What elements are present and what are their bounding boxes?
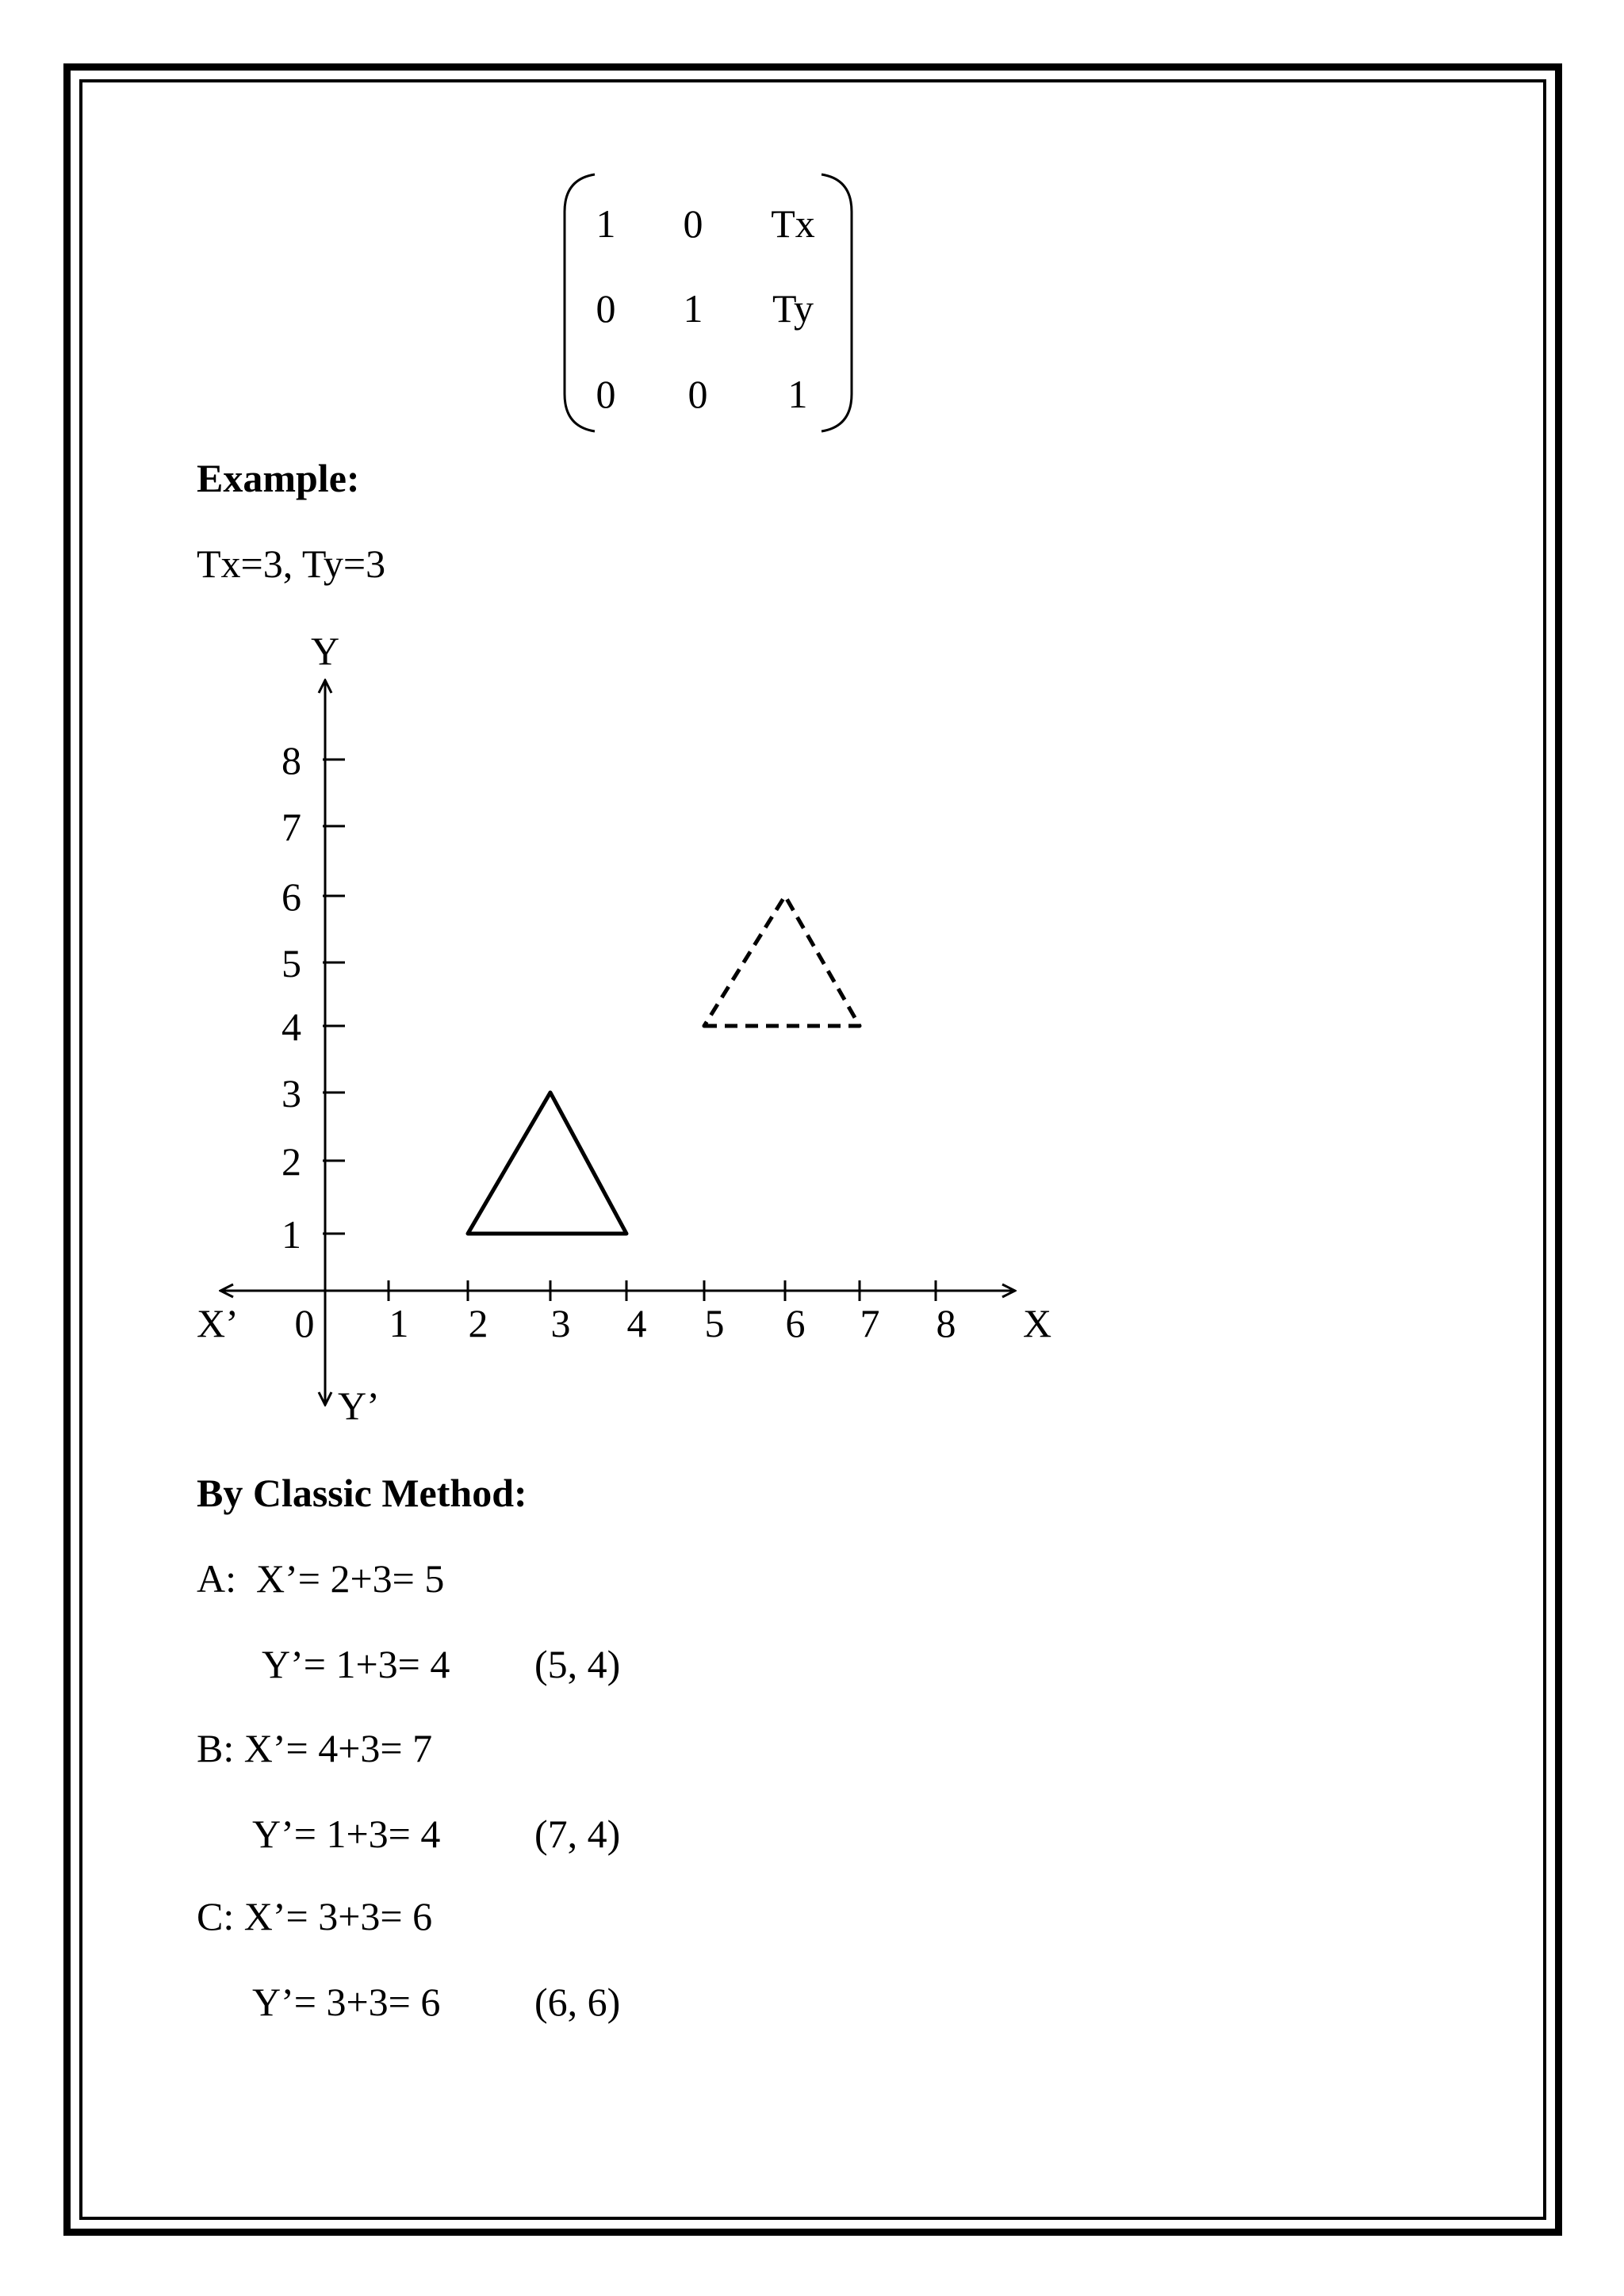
x-tick-label-8: 8	[936, 1301, 956, 1345]
y-axis-label: Y	[310, 629, 340, 673]
matrix-cell-r1c2: 0	[683, 201, 703, 246]
y-tick-label-2: 2	[282, 1139, 301, 1184]
matrix-cell-r1c3: Tx	[771, 201, 815, 246]
y-tick-label-1: 1	[282, 1212, 301, 1257]
origin-label: 0	[294, 1301, 315, 1345]
x-tick-label-3: 3	[550, 1301, 571, 1345]
matrix-cell-r3c3: 1	[787, 372, 808, 416]
x-tick-label-6: 6	[785, 1301, 806, 1345]
x-tick-label-5: 5	[704, 1301, 725, 1345]
point-c-result: (6, 6)	[534, 1980, 621, 2024]
x-axis-label: X	[1023, 1301, 1052, 1345]
matrix-cell-r2c2: 1	[683, 286, 703, 331]
point-a-x: A: X’= 2+3= 5	[197, 1556, 445, 1601]
matrix-cell-r1c1: 1	[596, 201, 616, 246]
matrix-cell-r3c2: 0	[688, 372, 708, 416]
point-b-x: B: X’= 4+3= 7	[197, 1726, 433, 1770]
example-heading: Example:	[197, 456, 360, 500]
classic-heading: By Classic Method:	[197, 1471, 527, 1515]
translation-matrix	[555, 168, 861, 438]
x-tick-label-4: 4	[626, 1301, 647, 1345]
matrix-cell-r2c3: Ty	[772, 286, 814, 331]
matrix-cell-r2c1: 0	[596, 286, 616, 331]
point-c-y: Y’= 3+3= 6	[252, 1980, 441, 2024]
y-tick-label-5: 5	[282, 941, 301, 985]
matrix-cell-r3c1: 0	[596, 372, 616, 416]
x-tick-label-2: 2	[468, 1301, 488, 1345]
point-a-y: Y’= 1+3= 4	[262, 1642, 450, 1686]
y-tick-label-8: 8	[282, 738, 301, 783]
y-negative-label: Y’	[338, 1383, 380, 1428]
y-tick-label-7: 7	[282, 805, 301, 849]
y-tick-label-4: 4	[282, 1004, 301, 1049]
point-c-x: C: X’= 3+3= 6	[197, 1894, 433, 1938]
y-tick-label-6: 6	[282, 874, 301, 919]
x-tick-label-1: 1	[389, 1301, 409, 1345]
point-b-y: Y’= 1+3= 4	[252, 1812, 441, 1856]
point-b-result: (7, 4)	[534, 1812, 621, 1856]
x-tick-label-7: 7	[860, 1301, 880, 1345]
x-negative-label: X’	[197, 1301, 239, 1345]
point-a-result: (5, 4)	[534, 1642, 621, 1686]
example-params: Tx=3, Ty=3	[197, 541, 386, 586]
y-tick-label-3: 3	[282, 1071, 301, 1115]
